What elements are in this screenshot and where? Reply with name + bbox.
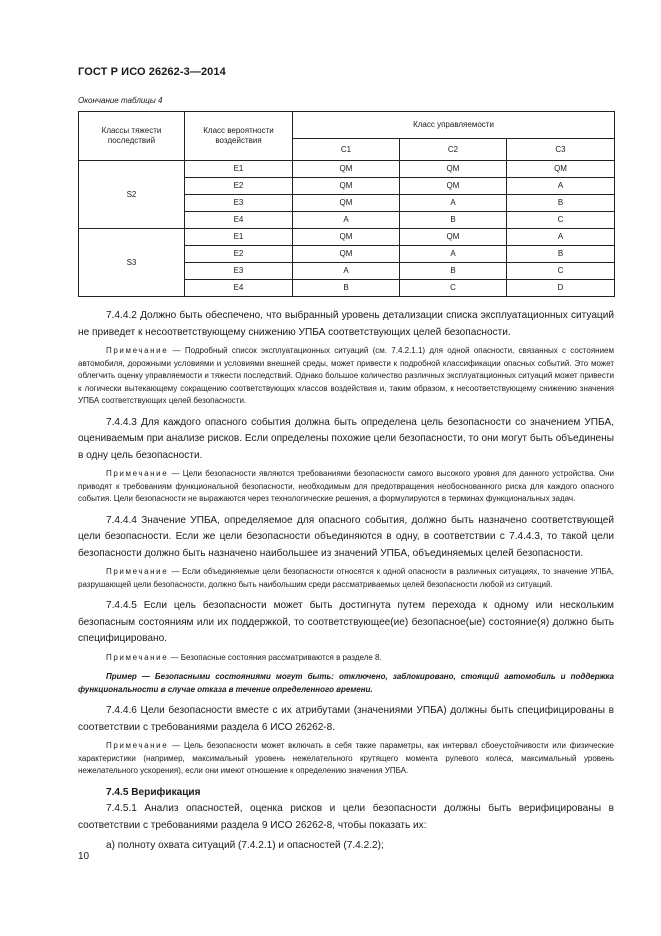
header-controllability: Класс управляемости bbox=[293, 112, 615, 139]
asil-cell: D bbox=[507, 280, 615, 297]
exposure-cell: E1 bbox=[185, 161, 293, 178]
paragraph-7-4-5-1: 7.4.5.1 Анализ опасностей, оценка рисков и цели безопасности должны быть верифицированы в соответствии с требованиями раздела 9 ИСО 26262-8, чтобы показать их: bbox=[78, 803, 614, 831]
asil-cell: A bbox=[400, 246, 507, 263]
paragraph-7-4-4-3: 7.4.4.3 Для каждого опасного события должна быть определена цель безопасности со значением УПБА, оцениваемым при анализе рисков. Если определены похожие цели безопасности, то они могут быть объединены в одну цель безопасности. bbox=[78, 416, 614, 461]
asil-cell: QM bbox=[400, 161, 507, 178]
asil-cell: B bbox=[507, 195, 615, 212]
exposure-cell: E4 bbox=[185, 212, 293, 229]
header-c2: C2 bbox=[400, 139, 507, 161]
asil-cell: QM bbox=[293, 161, 400, 178]
paragraph-7-4-4-2: 7.4.4.2 Должно быть обеспечено, что выбранный уровень детализации списка эксплуатационных ситуаций не приведет к несоответствующему снижению УПБА соответствующих целей безопасности. bbox=[78, 310, 614, 338]
asil-cell: QM bbox=[293, 229, 400, 246]
paragraph-7-4-4-4: 7.4.4.4 Значение УПБА, определяемое для опасного события, должно быть назначено соответствующей цели безопасности. Если же цели безопасности объединяются в одну, в соответствии с 7.4.4.3, то такой цели безопасности должно быть назначено наибольшее из значений УПБА, объединяемых целей безопасности. bbox=[78, 514, 614, 559]
asil-cell: C bbox=[507, 212, 615, 229]
document-header: ГОСТ Р ИСО 26262-3—2014 bbox=[78, 66, 226, 78]
severity-cell: S2 bbox=[79, 161, 185, 229]
header-exposure: Класс вероятности воздействия bbox=[185, 112, 293, 161]
note-text: — Цели безопасности являются требованиями безопасности самого высокого уровня для данного устройства. Они приводят к требованиям функциональной безопасности, необходимым для предотвращения необоснованного риска для каждого опасного события. Цели безопасности не выражаются через технологические решения, а формулируются в терминах функциональных задач. bbox=[78, 469, 614, 503]
header-c3: C3 bbox=[507, 139, 615, 161]
body-text bbox=[78, 308, 614, 855]
asil-cell: C bbox=[400, 280, 507, 297]
asil-cell: A bbox=[293, 212, 400, 229]
example-text: Пример — Безопасными состояниями могут быть: отключено, заблокировано, стоящий автомобиль и поддержка функциональности в случае отказа в течение определенного времени. bbox=[78, 672, 614, 694]
note-text: — Если объединяемые цели безопасности относятся к одной опасности в различных ситуациях, то значение УПБА, разрушающей цели безопасности, должно быть наибольшим среди рассматриваемых целей безопасности любой из ситуаций. bbox=[78, 567, 614, 589]
note-text: — Подробный список эксплуатационных ситуаций (см. 7.4.2.1.1) для одной опасности, связанных с состоянием автомобиля, дорожными условиями и условиями внешней среды, может привести к подробной классификации опасных событий. Это может облегчить оценку управляемости и тяжести последствий. Однако большое количество различных эксплуатационных ситуаций может привести к логически вытекающему сокращению соответствующих классов воздействия и, таким образом, к несоответствующему снижению значения УПБА соответствующих целей безопасности. bbox=[78, 346, 614, 405]
note-3 bbox=[78, 566, 614, 591]
note-text: — Безопасные состояния рассматриваются в разделе 8. bbox=[168, 652, 382, 662]
note-1 bbox=[78, 345, 614, 408]
list-item-a: a) полноту охвата ситуаций (7.4.2.1) и опасностей (7.4.2.2); bbox=[106, 840, 384, 851]
asil-cell: A bbox=[293, 263, 400, 280]
asil-cell: A bbox=[400, 195, 507, 212]
asil-cell: A bbox=[507, 178, 615, 195]
asil-cell: QM bbox=[400, 229, 507, 246]
note-label: Примечание bbox=[106, 567, 169, 576]
asil-cell: QM bbox=[400, 178, 507, 195]
asil-cell: C bbox=[507, 263, 615, 280]
asil-cell: QM bbox=[293, 246, 400, 263]
asil-table bbox=[78, 111, 615, 297]
exposure-cell: E3 bbox=[185, 195, 293, 212]
asil-cell: QM bbox=[507, 161, 615, 178]
header-c1: C1 bbox=[293, 139, 400, 161]
note-5 bbox=[78, 740, 614, 778]
exposure-cell: E1 bbox=[185, 229, 293, 246]
note-text: — Цель безопасности может включать в себя такие параметры, как интервал сбоеустойчивости или физические характеристики (например, максимальный уровень нежелательного крутящего момента рулевого колеса, максимальный уровень нежелательного ускорения), если они имеют отношение к определению значения УПБА. bbox=[78, 741, 614, 775]
asil-cell: A bbox=[507, 229, 615, 246]
note-label: Примечание bbox=[106, 652, 169, 662]
page-number: 10 bbox=[78, 851, 90, 862]
note-label: Примечание bbox=[106, 346, 169, 355]
asil-cell: B bbox=[400, 212, 507, 229]
asil-cell: QM bbox=[293, 195, 400, 212]
exposure-cell: E4 bbox=[185, 280, 293, 297]
header-severity: Классы тяжести последствий bbox=[79, 112, 185, 161]
asil-cell: B bbox=[293, 280, 400, 297]
paragraph-7-4-4-5: 7.4.4.5 Если цель безопасности может быть достигнута путем перехода к одному или нескольким безопасным состояниям или их поддержкой, то соответствующее(ие) безопасное(ые) состояние(я) должно быть специфицировано. bbox=[78, 600, 614, 644]
section-heading-7-4-5: 7.4.5 Верификация bbox=[106, 786, 201, 798]
note-label: Примечание bbox=[106, 741, 169, 750]
asil-cell: B bbox=[400, 263, 507, 280]
severity-cell: S3 bbox=[79, 229, 185, 297]
exposure-cell: E2 bbox=[185, 246, 293, 263]
asil-cell: QM bbox=[293, 178, 400, 195]
note-4 bbox=[78, 652, 614, 665]
table-caption: Окончание таблицы 4 bbox=[78, 96, 163, 105]
note-2 bbox=[78, 468, 614, 506]
exposure-cell: E2 bbox=[185, 178, 293, 195]
asil-cell: B bbox=[507, 246, 615, 263]
note-label: Примечание bbox=[106, 469, 169, 478]
exposure-cell: E3 bbox=[185, 263, 293, 280]
paragraph-7-4-4-6: 7.4.4.6 Цели безопасности вместе с их атрибутами (значениями УПБА) должны быть специфицированы в соответствии с требованиями раздела 6 ИСО 26262-8. bbox=[78, 705, 614, 733]
